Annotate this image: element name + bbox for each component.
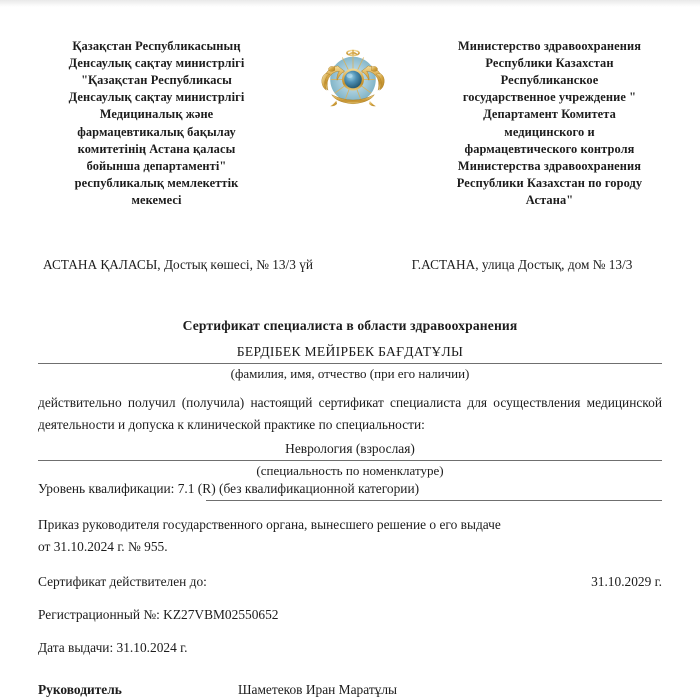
emblem-container [305,38,401,116]
address-russian: Г.АСТАНА, улица Достық, дом № 13/3 [411,257,633,272]
specialty-caption: (специальность по номенклатуре) [256,463,444,479]
header-ru-line-5: Департамент Комитета [483,107,616,122]
page-top-edge [0,0,700,7]
validity-row [38,574,662,590]
header-kz-line-2: Денсаулық сақтау министрлігі [68,56,245,71]
header-kz-line-4: Денсаулық сақтау министрлігі [68,90,245,105]
validity-label: Сертификат действителен до: [38,573,207,589]
name-underline-rule [38,363,662,364]
document-header [0,38,700,209]
holder-full-name: БЕРДІБЕК МЕЙІРБЕК БАҒДАТҰЛЫ [236,344,464,359]
header-kz-line-3: "Қазақстан Республикасы [81,73,232,88]
decree-line-1: Приказ руководителя государственного органа, вынесшего решение о его выдаче [38,517,501,533]
certificate-body [38,318,662,698]
header-ru-line-8: Министерства здравоохранения [457,158,642,173]
address-kazakh: АСТАНА ҚАЛАСЫ, Достық көшесі, № 13/3 үй [43,257,313,272]
qualification-level: Уровень квалификации: 7.1 (R) (без квалификационной категории) [38,481,420,497]
header-kz-line-8: бойынша департаменті" [86,158,227,173]
header-kz-line-9: республикалық мемлекеттік [74,175,239,190]
qualification-underline-rule [206,500,662,501]
issue-date: Дата выдачи: 31.10.2024 г. [38,639,188,655]
decree-block [38,514,662,556]
specialty-underline-rule [38,460,662,461]
header-ru-line-2: Республики Казахстан [485,56,614,71]
decree-line-2: от 31.10.2024 г. № 955. [38,538,168,554]
header-organization-russian [407,38,700,209]
kazakhstan-state-emblem-icon [315,40,391,116]
header-ru-line-3: Республиканское [500,73,599,88]
signature-row [38,682,662,698]
address-row [0,255,700,274]
signatory-name: Шаметеков Иран Маратұлы [238,681,398,697]
page-title: Сертификат специалиста в области здравоохранения [182,318,518,333]
specialty-value: Неврология (взрослая) [285,441,415,457]
header-organization-kazakh [0,38,299,209]
statement-paragraph: действительно получил (получила) настоящий сертификат специалиста для осуществления медицинской деятельности и допуска к клинической практике по специальности: [38,395,662,432]
registration-number: Регистрационный №: KZ27VBM02550652 [38,606,279,622]
header-ru-line-9: Республики Казахстан по городу [456,175,643,190]
header-ru-line-6: медицинского и [504,124,595,139]
name-caption: (фамилия, имя, отчество (при его наличии) [230,366,470,381]
header-kz-line-1: Қазақстан Республикасының [72,39,241,53]
header-ru-line-4: государственное учреждение " [462,90,637,105]
header-ru-line-10: Астана" [525,192,574,207]
header-kz-line-5: Медициналық және [99,107,214,122]
validity-value: 31.10.2029 г. [591,573,662,589]
header-kz-line-6: фармацевтикалық бақылау [77,124,236,139]
signatory-role: Руководитель [38,681,122,697]
header-ru-line-7: фармацевтического контроля [464,141,635,156]
header-kz-line-7: комитетінің Астана қаласы [77,141,236,156]
header-ru-line-1: Министерство здравоохранения [457,39,642,53]
header-kz-line-10: мекемесі [131,192,182,207]
